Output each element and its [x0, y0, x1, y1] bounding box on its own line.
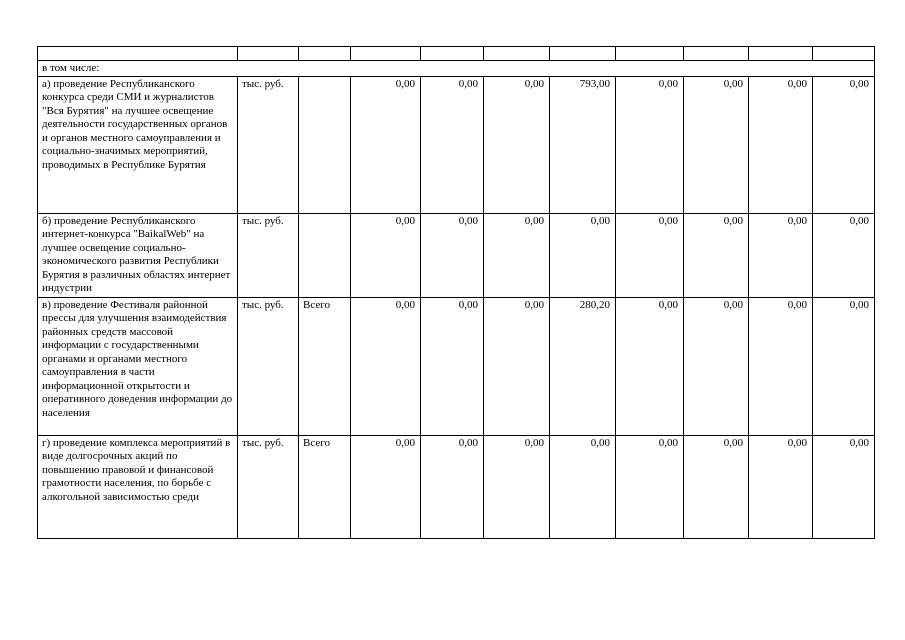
value-cell: 0,00 [421, 213, 484, 297]
table-top-row [38, 47, 875, 61]
value-cell: 0,00 [351, 435, 421, 538]
row-description: а) проведение Республиканского конкурса среди СМИ и журналистов "Вся Бурятия" на лучшее освещение деятельности государственных органов и органов местного самоуправления и социально-значимых мероприятий, проводимых в Республике Бурятия [38, 76, 238, 213]
row-description: в) проведение Фестиваля районной прессы для улучшения взаимодействия районных средств массовой информации с государственными органами и органами местного самоуправления в части информационной открытости и оперативного доведения информации до населения [38, 297, 238, 435]
value-cell: 0,00 [616, 297, 684, 435]
value-cell: 0,00 [484, 213, 550, 297]
row-source: Всего [299, 435, 351, 538]
value-cell: 0,00 [749, 297, 813, 435]
table-row [38, 297, 875, 435]
row-unit: тыс. руб. [238, 76, 299, 213]
value-cell: 0,00 [421, 435, 484, 538]
table-cell [351, 47, 421, 61]
table-cell [550, 47, 616, 61]
table-row [38, 213, 875, 297]
section-label: в том числе: [38, 61, 875, 77]
value-cell: 0,00 [813, 76, 875, 213]
table-cell [813, 47, 875, 61]
value-cell: 0,00 [749, 76, 813, 213]
table-cell [749, 47, 813, 61]
table-cell [684, 47, 749, 61]
table-cell [616, 47, 684, 61]
row-source [299, 213, 351, 297]
row-unit: тыс. руб. [238, 297, 299, 435]
table-cell [484, 47, 550, 61]
value-cell: 0,00 [421, 76, 484, 213]
table-cell [299, 47, 351, 61]
value-cell: 0,00 [684, 297, 749, 435]
value-cell: 0,00 [484, 435, 550, 538]
section-row [38, 61, 875, 77]
row-description: г) проведение комплекса мероприятий в виде долгосрочных акций по повышению правовой и финансовой грамотности населения, по борьбе с алкогольной зависимостью среди [38, 435, 238, 538]
value-cell: 0,00 [616, 76, 684, 213]
budget-table [37, 46, 875, 539]
table-cell [238, 47, 299, 61]
value-cell: 0,00 [550, 213, 616, 297]
value-cell: 0,00 [813, 435, 875, 538]
row-source [299, 76, 351, 213]
row-unit: тыс. руб. [238, 213, 299, 297]
row-unit: тыс. руб. [238, 435, 299, 538]
value-cell: 0,00 [351, 297, 421, 435]
value-cell: 793,00 [550, 76, 616, 213]
value-cell: 280,20 [550, 297, 616, 435]
value-cell: 0,00 [421, 297, 484, 435]
value-cell: 0,00 [484, 297, 550, 435]
value-cell: 0,00 [684, 213, 749, 297]
value-cell: 0,00 [813, 213, 875, 297]
value-cell: 0,00 [684, 76, 749, 213]
value-cell: 0,00 [351, 76, 421, 213]
value-cell: 0,00 [616, 213, 684, 297]
table-row [38, 435, 875, 538]
row-description: б) проведение Республиканского интернет-конкурса "BaikalWeb" на лучшее освещение социально-экономического развития Республики Бурятия в различных областях интернет индустрии [38, 213, 238, 297]
table-cell [38, 47, 238, 61]
value-cell: 0,00 [813, 297, 875, 435]
row-source: Всего [299, 297, 351, 435]
value-cell: 0,00 [550, 435, 616, 538]
value-cell: 0,00 [749, 213, 813, 297]
value-cell: 0,00 [749, 435, 813, 538]
value-cell: 0,00 [616, 435, 684, 538]
value-cell: 0,00 [484, 76, 550, 213]
table-cell [421, 47, 484, 61]
value-cell: 0,00 [684, 435, 749, 538]
table-row [38, 76, 875, 213]
value-cell: 0,00 [351, 213, 421, 297]
